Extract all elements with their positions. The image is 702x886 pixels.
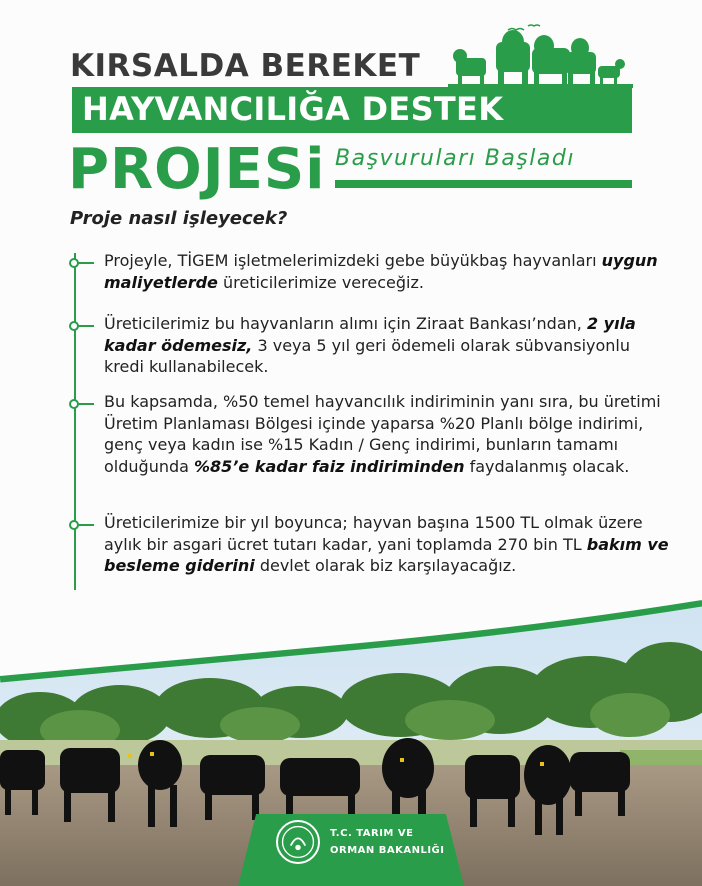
- ministry-name-line-2: ORMAN BAKANLIĞI: [330, 845, 445, 856]
- section-heading: Proje nasıl işleyecek?: [70, 208, 288, 229]
- bullet-connector: [78, 524, 94, 526]
- bullet-item: [70, 250, 670, 293]
- bullet-segment: 3 veya 5 yıl geri ödemeli olarak sübvansiyonlu kredi kullanabilecek.: [104, 335, 630, 376]
- bullet-segment: Üreticilerimiz bu hayvanların alımı için Ziraat Bankası’ndan,: [104, 314, 587, 333]
- subtitle-underline: [335, 180, 632, 188]
- bullet-segment: Bu kapsamda, %50 temel hayvancılık indiriminin yanı sıra, bu üretimi Üretim Planlaması Bölgesi içinde yaparsa %20 Planlı bölge indirimi, genç veya kadın ise %15 Kadın / Genç indirimi, bunların tamamı olduğunda: [104, 392, 661, 476]
- bullet-item: [70, 391, 670, 477]
- title-line-3: PROJESi: [68, 137, 326, 202]
- bullet-text: [104, 391, 670, 477]
- bullet-connector: [78, 262, 94, 264]
- bullet-segment: faydalanmış olacak.: [464, 456, 630, 476]
- bullet-text: [104, 512, 670, 577]
- title-line-2: HAYVANCILIĞA DESTEK: [82, 90, 504, 128]
- ministry-logo-icon: [276, 820, 320, 864]
- bullet-connector: [78, 325, 94, 327]
- bullet-segment: Projeyle, TİGEM işletmelerimizdeki gebe büyükbaş hayvanları: [104, 251, 602, 270]
- ministry-name-line-1: T.C. TARIM VE: [330, 828, 414, 839]
- bullet-connector: [78, 403, 94, 405]
- bullet-segment: Üreticilerimize bir yıl boyunca; hayvan başına 1500 TL olmak üzere aylık bir asgari ücret tutarı kadar, yani toplamda 270 bin TL: [104, 513, 643, 554]
- bullet-segment: üreticilerimize vereceğiz.: [217, 272, 424, 292]
- title-line-1: KIRSALDA BEREKET: [70, 48, 421, 84]
- bullet-text: [104, 313, 670, 378]
- bullet-text: [104, 250, 670, 293]
- bullet-segment: devlet olarak biz karşılayacağız.: [254, 556, 517, 575]
- subtitle: Başvuruları Başladı: [335, 146, 575, 171]
- bullet-item: [70, 313, 670, 378]
- bullet-emphasis: 2 yıla kadar ödemesiz,: [104, 314, 636, 355]
- bullet-emphasis: bakım ve besleme giderini: [104, 534, 669, 575]
- bullet-emphasis: uygun maliyetlerde: [104, 251, 658, 292]
- bullet-emphasis: %85’e kadar faiz indiriminden: [194, 456, 465, 476]
- bullet-item: [70, 512, 670, 577]
- cows-silhouette-icon: [448, 24, 633, 88]
